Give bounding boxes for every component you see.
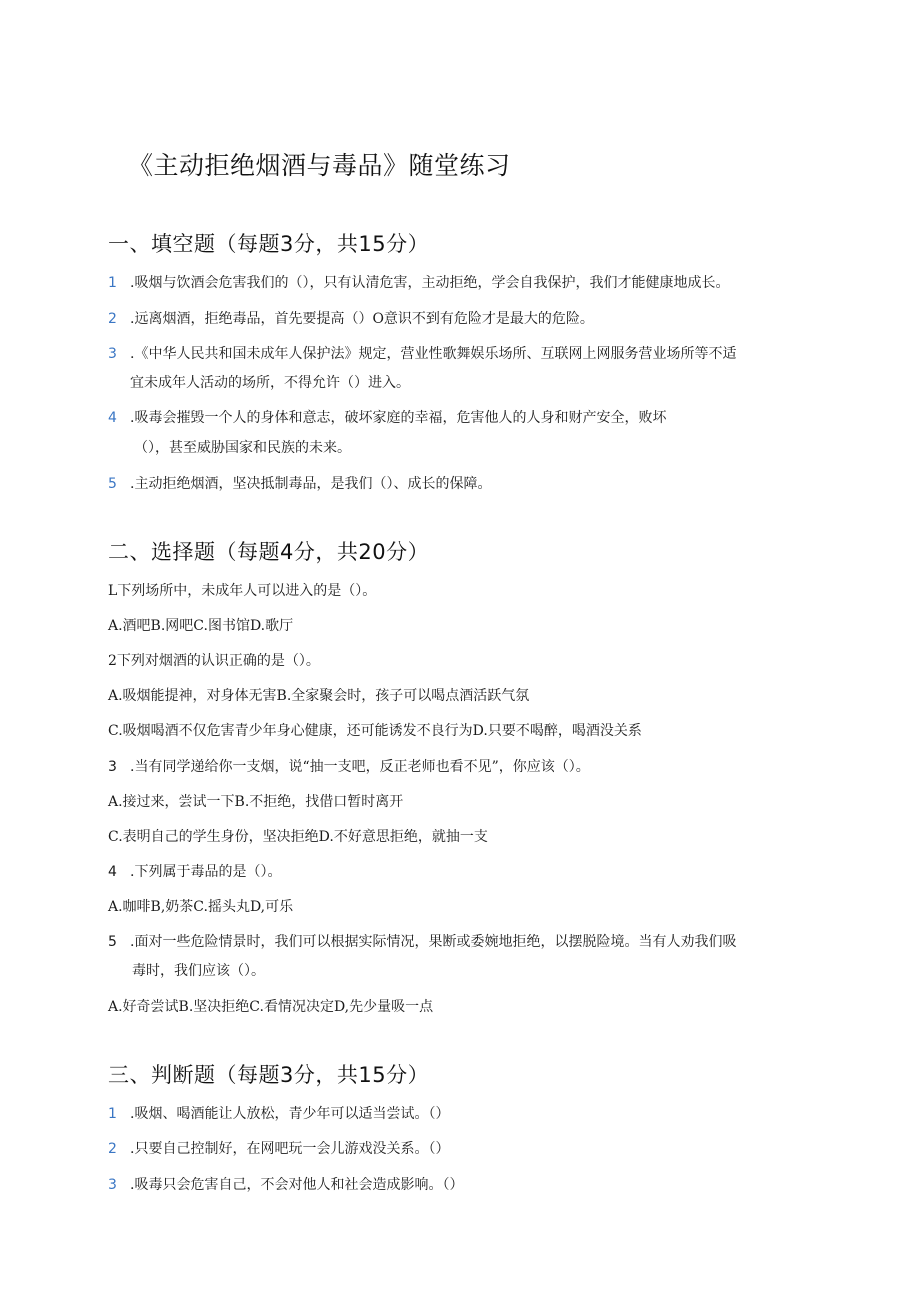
question-number: 4 [108,410,117,426]
question-number: 3 [108,346,117,362]
option-line: A.咖啡B,奶茶C.摇头丸D,可乐 [108,899,294,915]
option-line: A.接过来，尝试一下B.不拒绝，找借口暂时离开 [108,794,404,810]
page-title: 《主动拒绝烟酒与毒品》随堂练习 [128,151,511,180]
question-number: 5 [108,476,117,492]
question-item [108,1140,820,1160]
question-item [108,475,820,495]
question-text: .吸烟与饮酒会危害我们的（），只有认清危害，主动拒绝，学会自我保护，我们才能健康地成长。 [130,275,730,291]
question-number: 3 [108,1177,117,1193]
question-item [108,274,820,294]
question-number: 1 [108,275,117,291]
question-item [108,345,820,365]
question-item [108,933,820,953]
question-line: L下列场所中，未成年人可以进入的是（）。 [108,583,377,599]
option-line: A.酒吧B.网吧C.图书馆D.歌厅 [108,618,294,634]
question-number: 4 [108,864,117,880]
question-number: 2 [108,311,117,327]
question-text: .远离烟酒，拒绝毒品，首先要提高（）O意识不到有危险才是最大的危险。 [130,311,594,327]
question-number: 1 [108,1106,117,1122]
question-number: 2 [108,1141,117,1157]
question-item [108,310,820,330]
section-heading-fill-blank: 一、填空题（每题3分，共15分） [108,232,430,256]
question-text: .当有同学递给你一支烟，说“抽一支吧，反正老师也看不见”，你应该（）。 [130,759,590,775]
question-text-continued: 宜未成年人活动的场所，不得允许（）进入。 [130,375,410,391]
option-line: A.好奇尝试B.坚决拒绝C.看情况决定D,先少量吸一点 [108,999,434,1015]
question-text: .主动拒绝烟酒，坚决抵制毒品，是我们（）、成长的保障。 [130,476,492,492]
question-text: .吸毒只会危害自己，不会对他人和社会造成影响。（） [130,1177,464,1193]
question-text: .面对一些危险情景时，我们可以根据实际情况，果断或委婉地拒绝，以摆脱险境。当有人劝我们吸 [130,934,737,950]
question-text: .只要自己控制好，在网吧玩一会儿游戏没关系。（） [130,1141,450,1157]
question-number: 3 [108,759,117,775]
question-text: .下列属于毒品的是（）。 [130,864,282,880]
question-item [108,1176,820,1196]
question-item [108,863,820,883]
option-line: C.表明自己的学生身份，坚决拒绝D.不好意思拒绝，就抽一支 [108,829,488,845]
question-text-continued: 毒时，我们应该（）。 [132,963,265,979]
question-line: 2下列对烟酒的认识正确的是（）。 [108,653,320,669]
option-line: C.吸烟喝酒不仅危害青少年身心健康，还可能诱发不良行为D.只要不喝醉，喝酒没关系 [108,723,642,739]
question-text: .《中华人民共和国未成年人保护法》规定，营业性歌舞娱乐场所、互联网上网服务营业场所等不适 [130,346,737,362]
question-text: .吸毒会摧毁一个人的身体和意志，破坏家庭的幸福，危害他人的人身和财产安全，败坏 [130,410,667,426]
question-text: .吸烟、喝酒能让人放松，青少年可以适当尝试。（） [130,1106,450,1122]
question-item [108,1105,820,1125]
section-heading-true-false: 三、判断题（每题3分，共15分） [108,1063,430,1087]
section-heading-multiple-choice: 二、选择题（每题4分，共20分） [108,540,430,564]
question-text-continued: （），甚至威胁国家和民族的未来。 [134,440,351,456]
question-item [108,758,820,778]
question-number: 5 [108,934,117,950]
option-line: A.吸烟能提神，对身体无害B.全家聚会时，孩子可以喝点酒活跃气氛 [108,688,530,704]
question-item [108,409,820,429]
